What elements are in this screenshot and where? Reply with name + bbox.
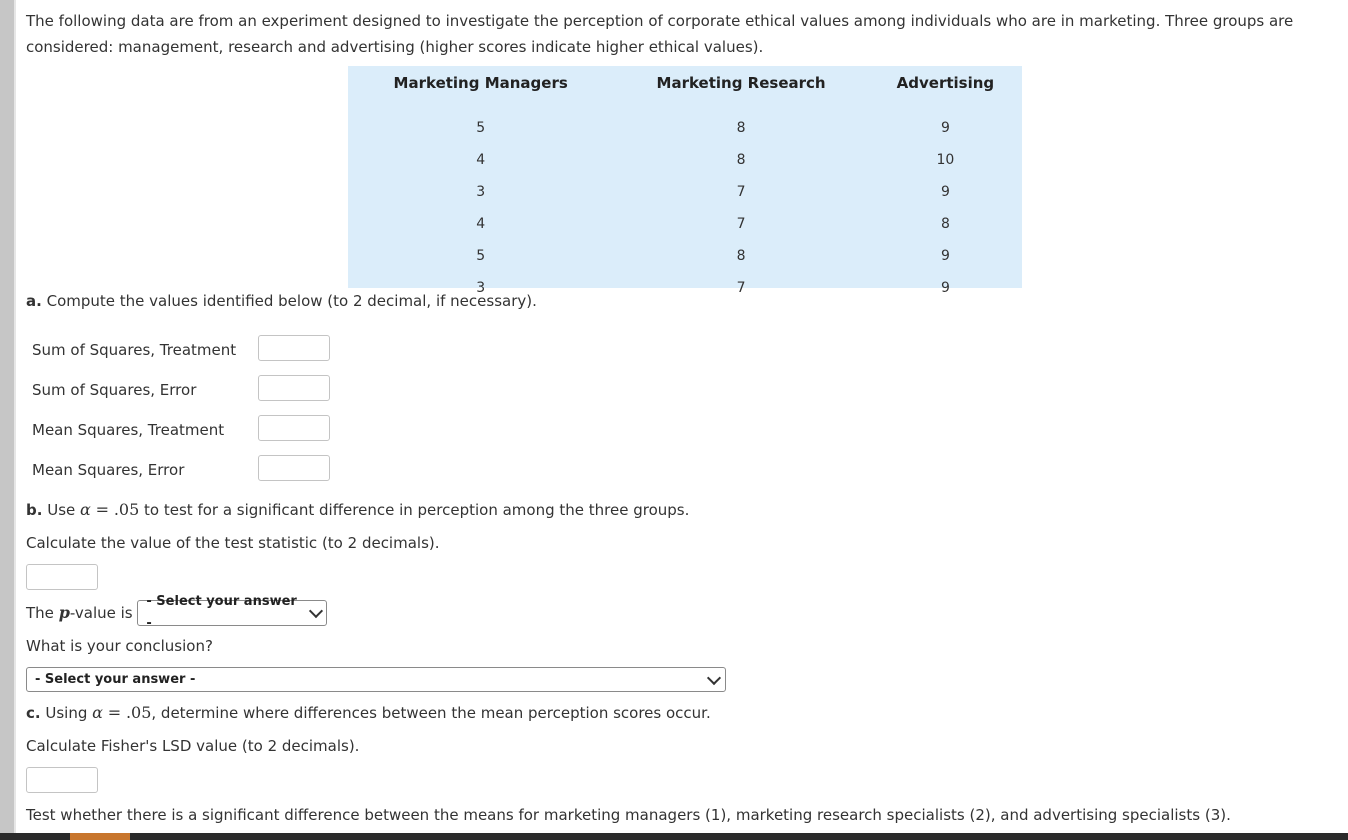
ms-treatment-row xyxy=(32,415,252,445)
lsd-input[interactable] xyxy=(26,767,98,793)
bottom-bar-accent xyxy=(70,833,130,840)
table-cell: 5 xyxy=(476,248,486,264)
table-cell: 9 xyxy=(940,184,950,200)
alpha-value: .05 xyxy=(113,500,140,519)
chevron-down-icon xyxy=(707,670,721,684)
table-cell: 5 xyxy=(476,120,486,136)
table-cell: 10 xyxy=(936,152,955,168)
ms-error-label: Mean Squares, Error xyxy=(32,461,185,479)
pvalue-select[interactable] xyxy=(137,594,327,631)
table-cell: 9 xyxy=(940,280,950,296)
ss-treatment-input[interactable] xyxy=(258,335,330,361)
test-means-instruction: Test whether there is a significant difference between the means for marketing managers (1), marketing research specialists (2), and advertising specialists (3). xyxy=(26,806,1231,824)
table-row xyxy=(348,176,1022,208)
table-row xyxy=(348,112,1022,144)
table-cell: 8 xyxy=(736,120,746,136)
ms-treatment-input[interactable] xyxy=(258,415,330,441)
ms-error-input[interactable] xyxy=(258,455,330,481)
ss-treatment-row xyxy=(32,335,252,365)
conclusion-select[interactable] xyxy=(26,667,726,692)
data-table xyxy=(348,66,1022,296)
table-header-row xyxy=(348,66,1022,100)
intro-text: The following data are from an experiment designed to investigate the perception of corporate ethical values among individuals who are in marketing. Three groups are considered: management, research and advertising (higher scores indicate higher ethical values). xyxy=(26,12,1294,56)
part-a-instruction xyxy=(26,290,537,312)
alpha-value: .05 xyxy=(125,703,152,722)
ms-error-row xyxy=(32,455,252,485)
left-rail xyxy=(0,0,14,840)
ss-error-label: Sum of Squares, Error xyxy=(32,381,197,399)
table-cell: 8 xyxy=(736,248,746,264)
table-row xyxy=(348,208,1022,240)
table-cell: 7 xyxy=(736,184,746,200)
table-cell: 9 xyxy=(940,248,950,264)
alpha-symbol: α xyxy=(80,500,91,519)
table-cell: 7 xyxy=(736,280,746,296)
part-b-use: Use xyxy=(47,501,76,519)
test-statistic-instruction: Calculate the value of the test statistic (to 2 decimals). xyxy=(26,534,440,552)
ss-error-row xyxy=(32,375,252,405)
table-cell: 4 xyxy=(476,152,486,168)
conclusion-question: What is your conclusion? xyxy=(26,637,213,655)
pvalue-prefix: The xyxy=(26,604,54,622)
part-b-letter: b. xyxy=(26,501,43,519)
conclusion-select-value: - Select your answer - xyxy=(35,672,196,687)
ss-treatment-label: Sum of Squares, Treatment xyxy=(32,341,237,359)
header-advertising: Advertising xyxy=(896,74,995,92)
left-rail-divider xyxy=(14,0,16,840)
part-c-instruction xyxy=(26,702,711,724)
table-cell: 7 xyxy=(736,216,746,232)
table-cell: 4 xyxy=(476,216,486,232)
header-marketing-research: Marketing Research xyxy=(656,74,826,92)
alpha-symbol: α xyxy=(92,703,103,722)
table-row xyxy=(348,144,1022,176)
part-c-use: Using xyxy=(45,704,88,722)
part-c-letter: c. xyxy=(26,704,41,722)
header-marketing-managers: Marketing Managers xyxy=(393,74,568,92)
pvalue-suffix: -value is xyxy=(69,604,133,622)
part-c-text: , determine where differences between the mean perception scores occur. xyxy=(151,704,711,722)
equals-sign: = xyxy=(95,500,110,519)
table-cell: 8 xyxy=(736,152,746,168)
test-statistic-input[interactable] xyxy=(26,564,98,590)
chevron-down-icon xyxy=(308,604,322,618)
pvalue-p: p xyxy=(58,603,70,622)
equals-sign: = xyxy=(107,703,122,722)
part-b-instruction xyxy=(26,499,689,521)
bottom-bar xyxy=(0,833,1348,840)
ms-treatment-label: Mean Squares, Treatment xyxy=(32,421,225,439)
table-cell: 8 xyxy=(940,216,950,232)
ss-error-input[interactable] xyxy=(258,375,330,401)
table-cell: 9 xyxy=(940,120,950,136)
table-cell: 3 xyxy=(476,280,486,296)
part-a-text: Compute the values identified below (to 2 decimal, if necessary). xyxy=(46,292,537,310)
pvalue-row xyxy=(26,594,327,631)
pvalue-select-value: - Select your answer - xyxy=(146,594,297,631)
lsd-instruction: Calculate Fisher's LSD value (to 2 decimals). xyxy=(26,737,360,755)
table-cell: 3 xyxy=(476,184,486,200)
table-row xyxy=(348,240,1022,272)
part-a-letter: a. xyxy=(26,292,42,310)
part-b-text: to test for a significant difference in perception among the three groups. xyxy=(144,501,690,519)
